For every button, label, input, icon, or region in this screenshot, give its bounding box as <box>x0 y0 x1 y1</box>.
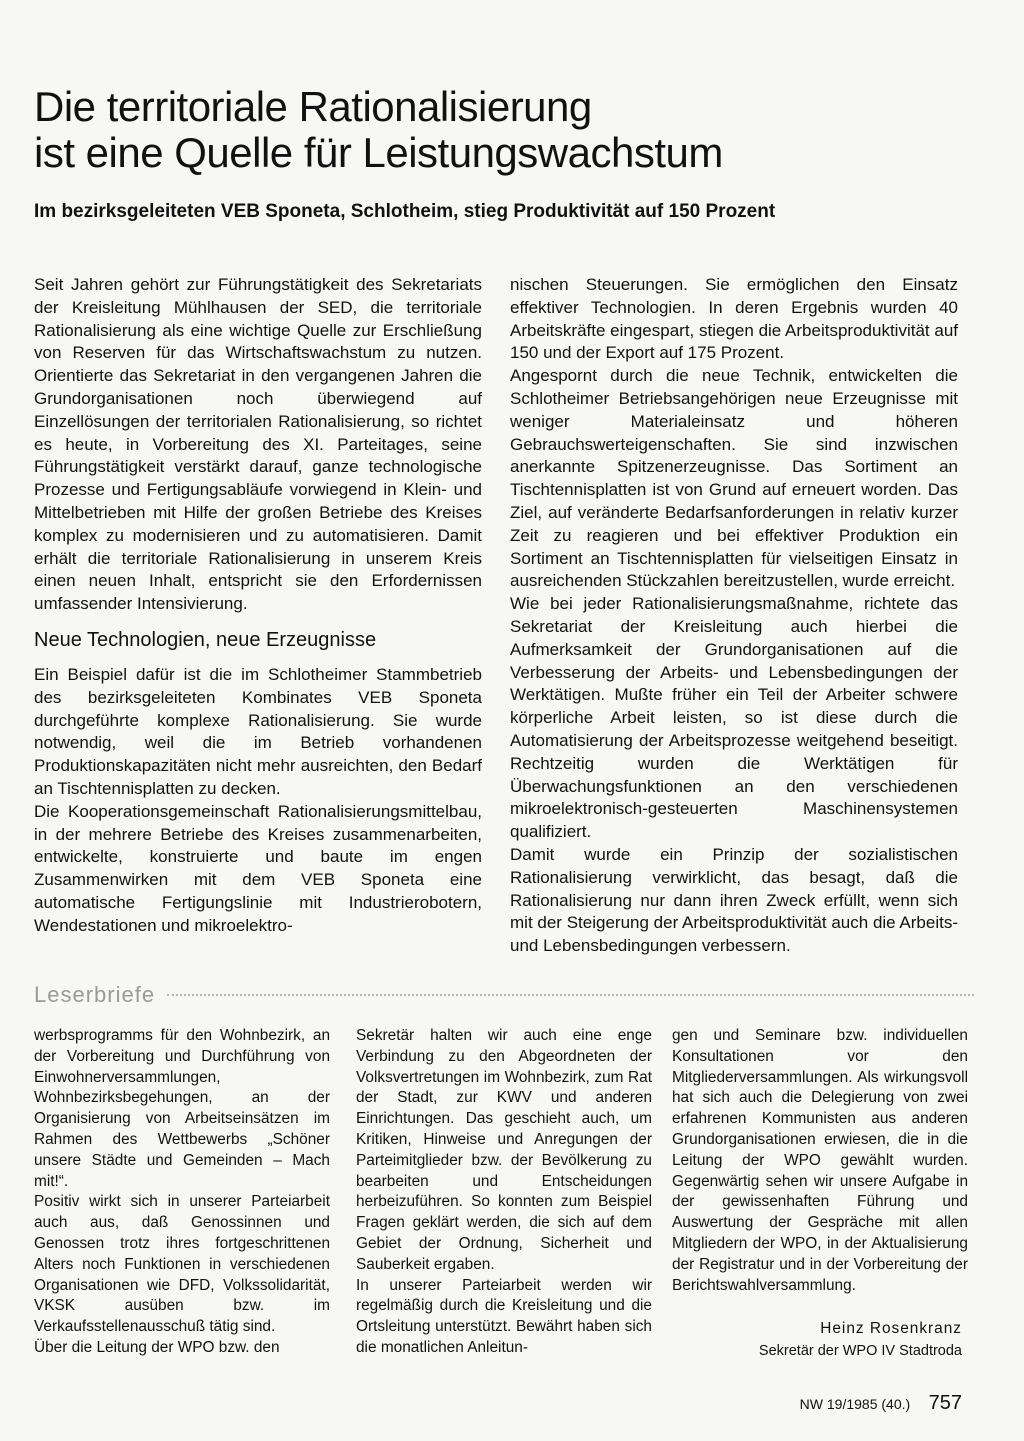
letter-paragraph: gen und Seminare bzw. individuellen Konsultationen vor den Mitgliederversammlungen. Als wirkungsvoll hat sich auch die Delegierung von zwei erfahrenen Kommunisten aus anderen Grundorganisationen erwiesen, die in die Leitung der WPO gewählt wurden. Gegenwärtig sehen wir unsere Aufgabe in der gewissenhaften Führung und Auswertung der Gespräche mit allen Mitgliedern der WPO, in der Aktualisierung der Registratur und in der Vorbereitung der Berichtswahlversammlung. <box>672 1027 968 1294</box>
letter-paragraph: werbsprogramms für den Wohnbezirk, an der Vorbereitung und Durchführung von Einwohnerversammlungen, Wohnbezirksbegehungen, an der Organisierung von Arbeitseinsätzen im Rahmen des Wettbewerbs „Schöner unsere Städte und Gemeinden – Mach mit!“. <box>34 1027 330 1190</box>
author-name: Heinz Rosenkranz <box>820 1320 962 1337</box>
article-paragraph: Damit wurde ein Prinzip der sozialistischen Rationalisierung verwirklicht, das besagt, daß die Rationalisierung nur dann ihren Zweck erfüllt, wenn sich mit der Steigerung der Arbeitsproduktivität auch die Arbeits- und Lebensbedingungen verbessern. <box>510 844 958 956</box>
article-paragraph: nischen Steuerungen. Sie ermöglichen den Einsatz effektiver Technologien. In deren Ergebnis wurden 40 Arbeitskräfte eingespart, stiegen die Arbeitsproduktivität auf 150 und der Export auf 175 Prozent. <box>510 275 958 363</box>
letter-paragraph: Positiv wirkt sich in unserer Parteiarbeit auch aus, daß Genossinnen und Genossen trotz ihres fortgeschrittenen Alters noch Funktionen in verschiedenen Organisationen wie DFD, Volkssolidarität, VKSK ausüben bzw. im Verkaufsstellenausschuß tätig sind. <box>34 1193 330 1336</box>
article-paragraph: Ein Beispiel dafür ist die im Schlotheimer Stammbetrieb des bezirksgeleiteten Kombinates VEB Sponeta durchgeführte komplexe Rationalisierung. Sie wurde notwendig, weil die im Betrieb vorhandenen Produktionskapazitäten nicht mehr ausreichten, den Bedarf an Tischtennisplatten zu decken. <box>34 664 482 798</box>
article-paragraph: Die Kooperationsgemeinschaft Rationalisierungsmittelbau, in der mehrere Betriebe des Kreises zusammenarbeiten, entwickelte, konstruierte und baute im engen Zusammenwirken mit dem VEB Sponeta eine automatische Fertigungslinie mit Industrierobotern, Wendestationen und mikroelektro- <box>34 801 482 935</box>
article-subtitle: Im bezirksgeleiteten VEB Sponeta, Schlotheim, stieg Produktivität auf 150 Prozent <box>34 201 776 222</box>
letter-column-2 <box>356 1026 652 1359</box>
page-number: 757 <box>928 1392 962 1414</box>
article-paragraph: Wie bei jeder Rationalisierungsmaßnahme, richtete das Sekretariat der Kreisleitung auch hierbei die Aufmerksamkeit der Grundorganisationen auf die Verbesserung der Arbeits- und Lebensbedingungen der Werktätigen. Mußte früher ein Teil der Arbeiter schwere körperliche Arbeit leisten, so ist diese durch die Automatisierung der Arbeitsprozesse weitgehend beseitigt. Rechtzeitig wurden die Werktätigen für Überwachungsfunktionen an den verschiedenen mikroelektronisch-gesteuerten Maschinensystemen qualifiziert. <box>510 594 958 842</box>
letter-paragraph: Sekretär halten wir auch eine enge Verbindung zu den Abgeordneten der Volksvertretungen im Wohnbezirk, zum Rat der Stadt, zur KWV und anderen Einrichtungen. Das geschieht auch, um Kritiken, Hinweise und Anregungen der Parteimitglieder bzw. der Bevölkerung zu bearbeiten und Entscheidungen herbeizuführen. So konnten zum Beispiel Fragen geklärt werden, die sich auf dem Gebiet der Ordnung, Sicherheit und Sauberkeit ergaben. <box>356 1027 652 1273</box>
article-title <box>34 84 934 176</box>
article-title-line-1: Die territoriale Rationalisierung <box>34 83 592 130</box>
letter-column-1 <box>34 1026 330 1359</box>
article-subheading: Neue Technologien, neue Erzeugnisse <box>34 628 377 651</box>
issue-reference: NW 19/1985 (40.) <box>799 1396 911 1412</box>
letter-signature <box>759 1318 962 1362</box>
article-title-line-2: ist eine Quelle für Leistungswachstum <box>34 129 723 176</box>
article-column-2 <box>510 274 958 958</box>
article-paragraph: Angespornt durch die neue Technik, entwickelten die Schlotheimer Betriebsangehörigen neue Erzeugnisse mit weniger Materialeinsatz und höheren Gebrauchswerteigenschaften. Sie sind inzwischen anerkannte Spitzenerzeugnisse. Das Sortiment an Tischtennisplatten ist von Grund auf erneuert worden. Das Ziel, auf veränderte Bedarfsanforderungen in relativ kurzer Zeit zu reagieren und bei effektiver Produktion ein Sortiment an Tischtennisplatten für vielseitigen Einsatz in ausreichenden Stückzahlen bereitzustellen, wurde erreicht. <box>510 366 958 591</box>
letter-paragraph: In unserer Parteiarbeit werden wir regelmäßig durch die Kreisleitung und die Ortsleitung unterstützt. Bewährt haben sich die monatlichen Anleitun- <box>356 1276 652 1356</box>
letter-column-3 <box>672 1026 968 1296</box>
page-footer <box>800 1392 962 1415</box>
article-column-1 <box>34 274 482 938</box>
author-role: Sekretär der WPO IV Stadtroda <box>758 1343 962 1359</box>
article-paragraph: Seit Jahren gehört zur Führungstätigkeit des Sekretariats der Kreisleitung Mühlhausen der SED, die territoriale Rationalisierung als eine wichtige Quelle zur Erschließung von Reserven für das Wirtschaftswachstum zu nutzen. Orientierte das Sekretariat in den vergangenen Jahren die Grundorganisationen noch überwiegend auf Einzellösungen der territorialen Rationalisierung, so richtet es heute, in Vorbereitung des XI. Parteitages, seine Führungstätigkeit verstärkt darauf, ganze technologische Prozesse und Fertigungsabläufe vorwiegend in Klein- und Mittelbetrieben mit Hilfe der großen Betriebe des Kreises komplex zu modernisieren und zu automatisieren. Damit erhält die territoriale Rationalisierung in unserem Kreis einen neuen Inhalt, entspricht sie den Erfordernissen umfassender Intensivierung. <box>34 275 482 614</box>
letter-paragraph: Über die Leitung der WPO bzw. den <box>34 1338 280 1356</box>
letters-section-header <box>34 980 974 1010</box>
section-divider <box>167 994 974 996</box>
letters-section-label: Leserbriefe <box>34 982 156 1007</box>
